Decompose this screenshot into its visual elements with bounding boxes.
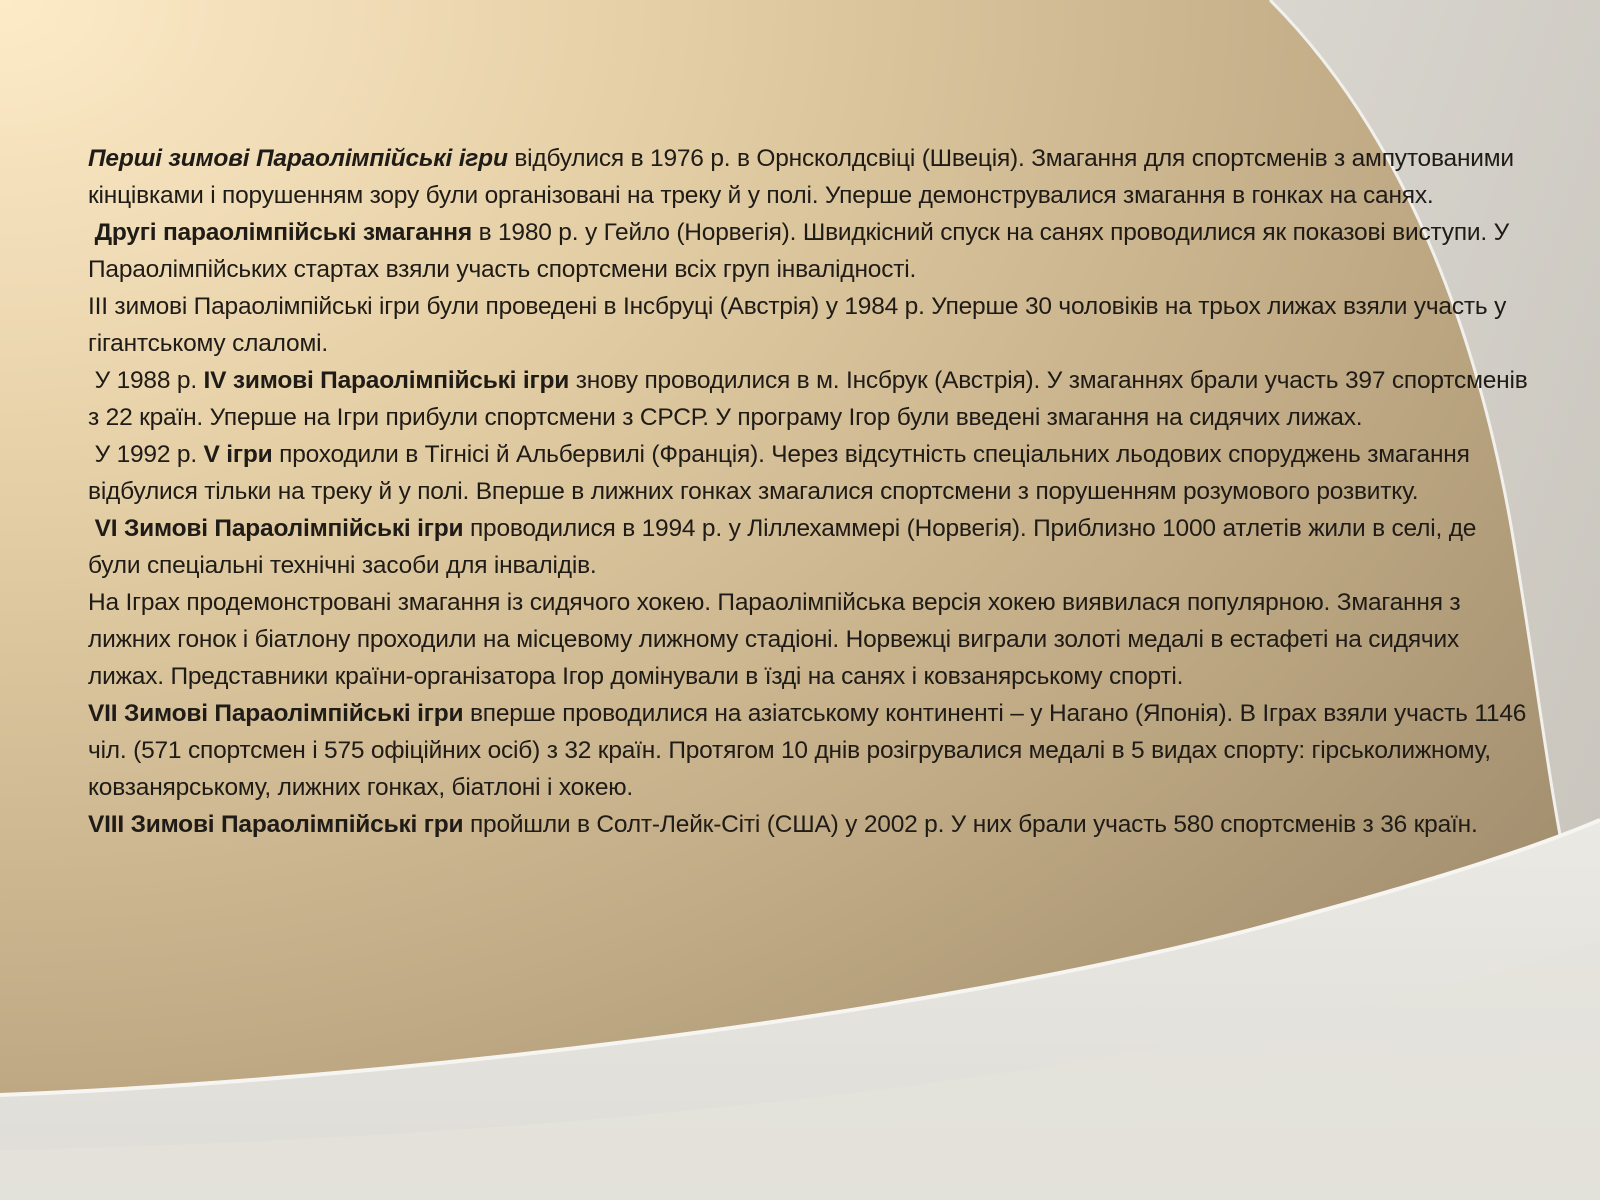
paragraph-text: в 1980 р. у Гейло (Норвегія). Швидкісний спуск на санях проводилися як показові виступи. У Параолімпійських стартах взяли участь спортсмени всіх груп інвалідності.: [88, 219, 1509, 283]
paragraph-lead: VI Зимові Параолімпійські ігри: [94, 515, 464, 542]
paragraph-lead: V ігри: [203, 441, 273, 468]
paragraph-1984: [88, 288, 1528, 362]
paragraph-lead: IV зимові Параолімпійські ігри: [203, 367, 570, 394]
paragraph-text: проходили в Тігнісі й Альбервилі (Франція). Через відсутність спеціальних льодових споруджень змагання відбулися тільки на треку й у полі. Вперше в лижних гонках змагалися спортсмени з порушенням розумового розвитку.: [88, 441, 1470, 505]
paragraph-text: вперше проводилися на азіатському континенті – у Нагано (Японія). В Іграх взяли участь 1146 чіл. (571 спортсмен і 575 офіційних осіб) з 32 країн. Протягом 10 днів розігрувалися медалі в 5 видах спорту: гірськолижному, ковзанярському, лижних гонках, біатлоні і хокею.: [88, 700, 1527, 801]
paragraph-text: ІІІ зимові Параолімпійські ігри були проведені в Інсбруці (Австрія) у 1984 р. Уперше 30 чоловіків на трьох лижах взяли участь у гігантському слаломі.: [88, 293, 1507, 357]
paragraph-prefix: [88, 219, 95, 246]
paragraph-text: пройшли в Солт-Лейк-Сіті (США) у 2002 р. У них брали участь 580 спортсменів з 36 країн.: [463, 811, 1478, 838]
paragraph-text: відбулися в 1976 р. в Орнсколдсвіці (Швеція). Змагання для спортсменів з ампутованими кінцівками і порушенням зору були організовані на треку й у полі. Уперше демонструвалися змагання в гонках на санях.: [88, 145, 1514, 209]
paragraph-lead: VIII Зимові Параолімпійські гри: [88, 811, 464, 838]
paragraph-2002: [88, 806, 1528, 843]
paragraph-text: На Іграх продемонстровані змагання із сидячого хокею. Параолімпійська версія хокею виявилася популярною. Змагання з лижних гонок і біатлону проходили на місцевому лижному стадіоні. Норвежці виграли золоті медалі в естафеті на сидячих лижах. Представники країни-організатора Ігор домінували в їзді на санях і ковзанярському спорті.: [88, 589, 1461, 690]
paragraph-lead: VII Зимові Параолімпійські ігри: [88, 700, 464, 727]
paragraph-1994-hockey: [88, 584, 1528, 695]
paragraph-1976: [88, 140, 1528, 214]
paragraph-1992: [88, 436, 1528, 510]
paragraph-1994: [88, 510, 1528, 584]
paragraph-lead: Перші зимові Параолімпійські ігри: [88, 145, 508, 172]
paragraph-1980: [88, 214, 1528, 288]
paragraph-text: знову проводилися в м. Інсбрук (Австрія). У змаганнях брали участь 397 спортсменів з 22 країн. Уперше на Ігри прибули спортсмени з СРСР. У програму Ігор були введені змагання на сидячих лижах.: [88, 367, 1528, 431]
paragraph-text: проводилися в 1994 р. у Ліллехаммері (Норвегія). Приблизно 1000 атлетів жили в селі, де були спеціальні технічні засоби для інвалідів.: [88, 515, 1477, 579]
paragraph-prefix: У 1988 р.: [88, 367, 204, 394]
paragraph-1988: [88, 362, 1528, 436]
paragraph-1998: [88, 695, 1528, 806]
paragraph-prefix: У 1992 р.: [88, 441, 204, 468]
slide-body-text: [88, 140, 1528, 843]
paragraph-prefix: [88, 515, 95, 542]
paragraph-lead: Другі параолімпійські змагання: [94, 219, 472, 246]
